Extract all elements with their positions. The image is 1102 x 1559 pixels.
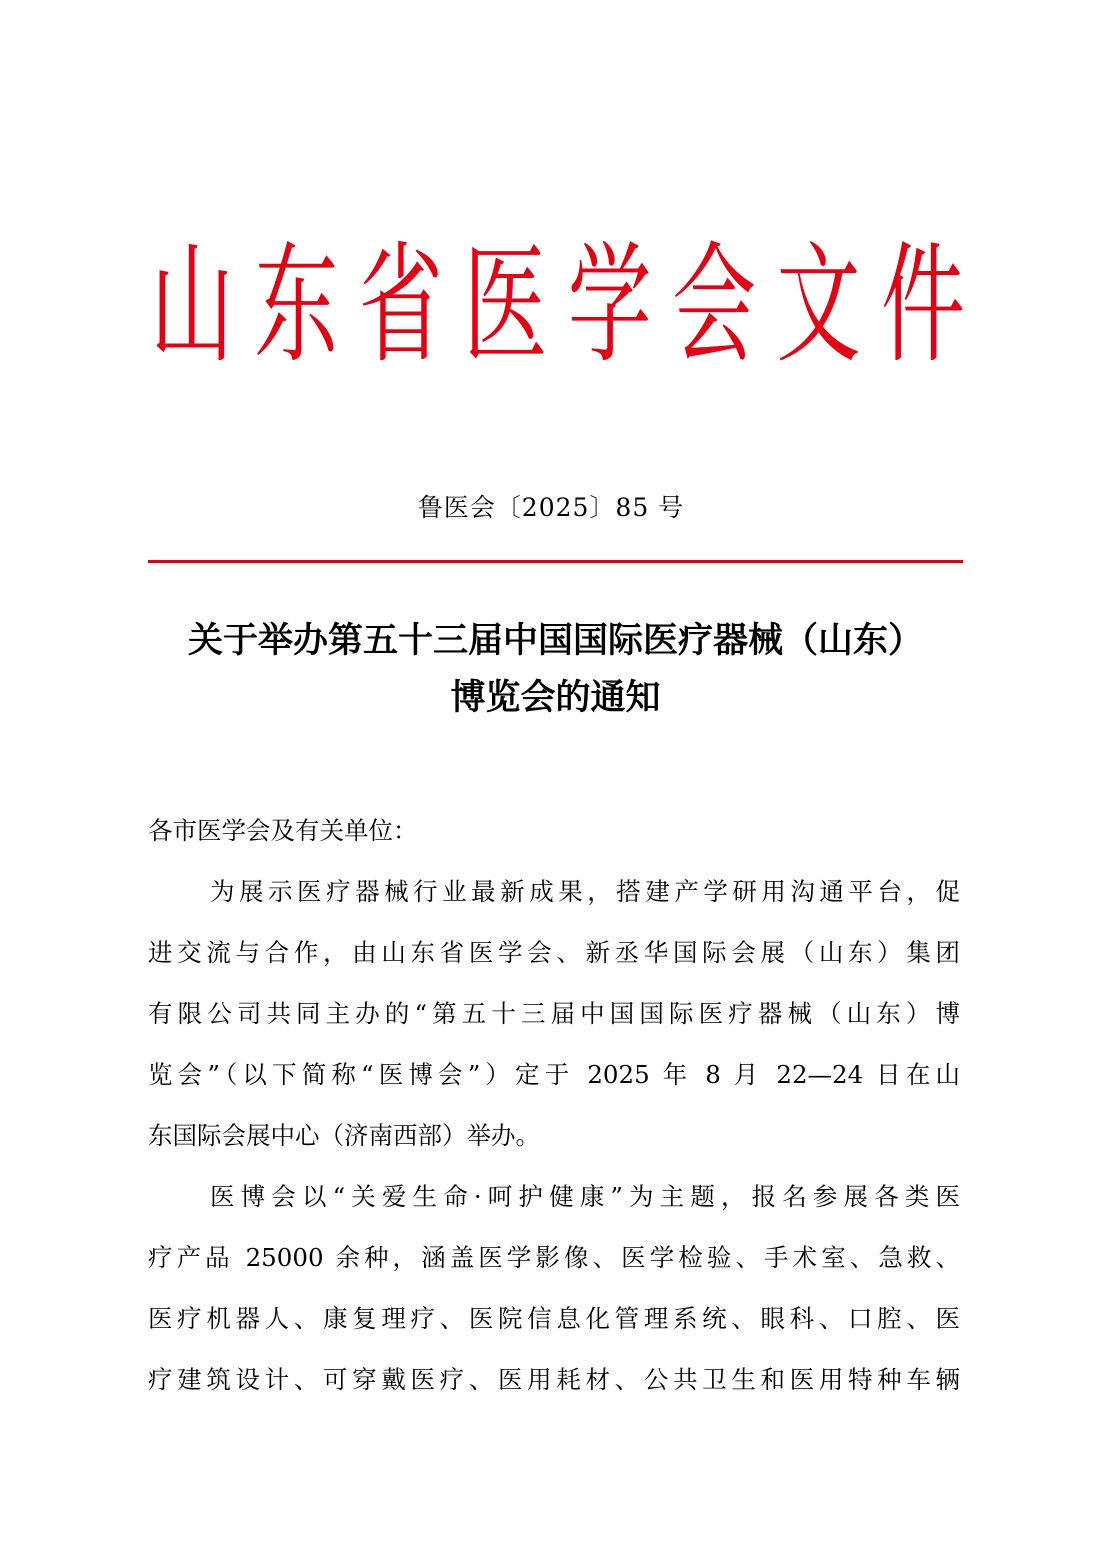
header-char: 文 [776,229,861,381]
body-text-line: 医疗机器人、康复理疗、医院信息化管理系统、眼科、口腔、医 [148,1304,960,1333]
header-char: 件 [880,229,965,381]
header-char: 省 [358,229,443,381]
header-char: 东 [254,229,339,381]
body-text-line: 有限公司共同主办的“第五十三届中国国际医疗器械（山东）博 [148,999,960,1028]
header-char: 山 [150,229,235,381]
header-char: 会 [672,229,757,381]
header-char: 学 [567,229,652,381]
notice-body [148,800,960,1410]
body-text-line: 东国际会展中心（济南西部）举办。 [148,1121,540,1150]
header-char: 医 [463,229,548,381]
body-text-line: 进交流与合作，由山东省医学会、新丞华国际会展（山东）集团 [148,938,960,967]
body-text-line: 疗产品 25000 余种，涵盖医学影像、医学检验、手术室、急救、 [148,1243,960,1272]
body-text-line: 各市医学会及有关单位： [148,816,418,845]
body-text-line: 为展示医疗器械行业最新成果，搭建产学研用沟通平台，促 [210,877,960,906]
red-divider-line [148,560,963,563]
body-text-line: 医博会以“关爱生命·呵护健康”为主题，报名参展各类医 [210,1182,960,1211]
notice-title-line: 博览会的通知 [450,677,661,718]
document-number: 鲁医会〔2025〕85 号 [417,493,685,522]
body-text-line: 览会”（以下简称“医博会”）定于 2025 年 8 月 22—24 日在山 [148,1060,960,1089]
document-header-title [150,225,965,385]
body-text-line: 疗建筑设计、可穿戴医疗、医用耗材、公共卫生和医用特种车辆 [148,1365,960,1394]
notice-title [148,612,963,726]
notice-title-line: 关于举办第五十三届中国国际医疗器械（山东） [187,620,923,661]
